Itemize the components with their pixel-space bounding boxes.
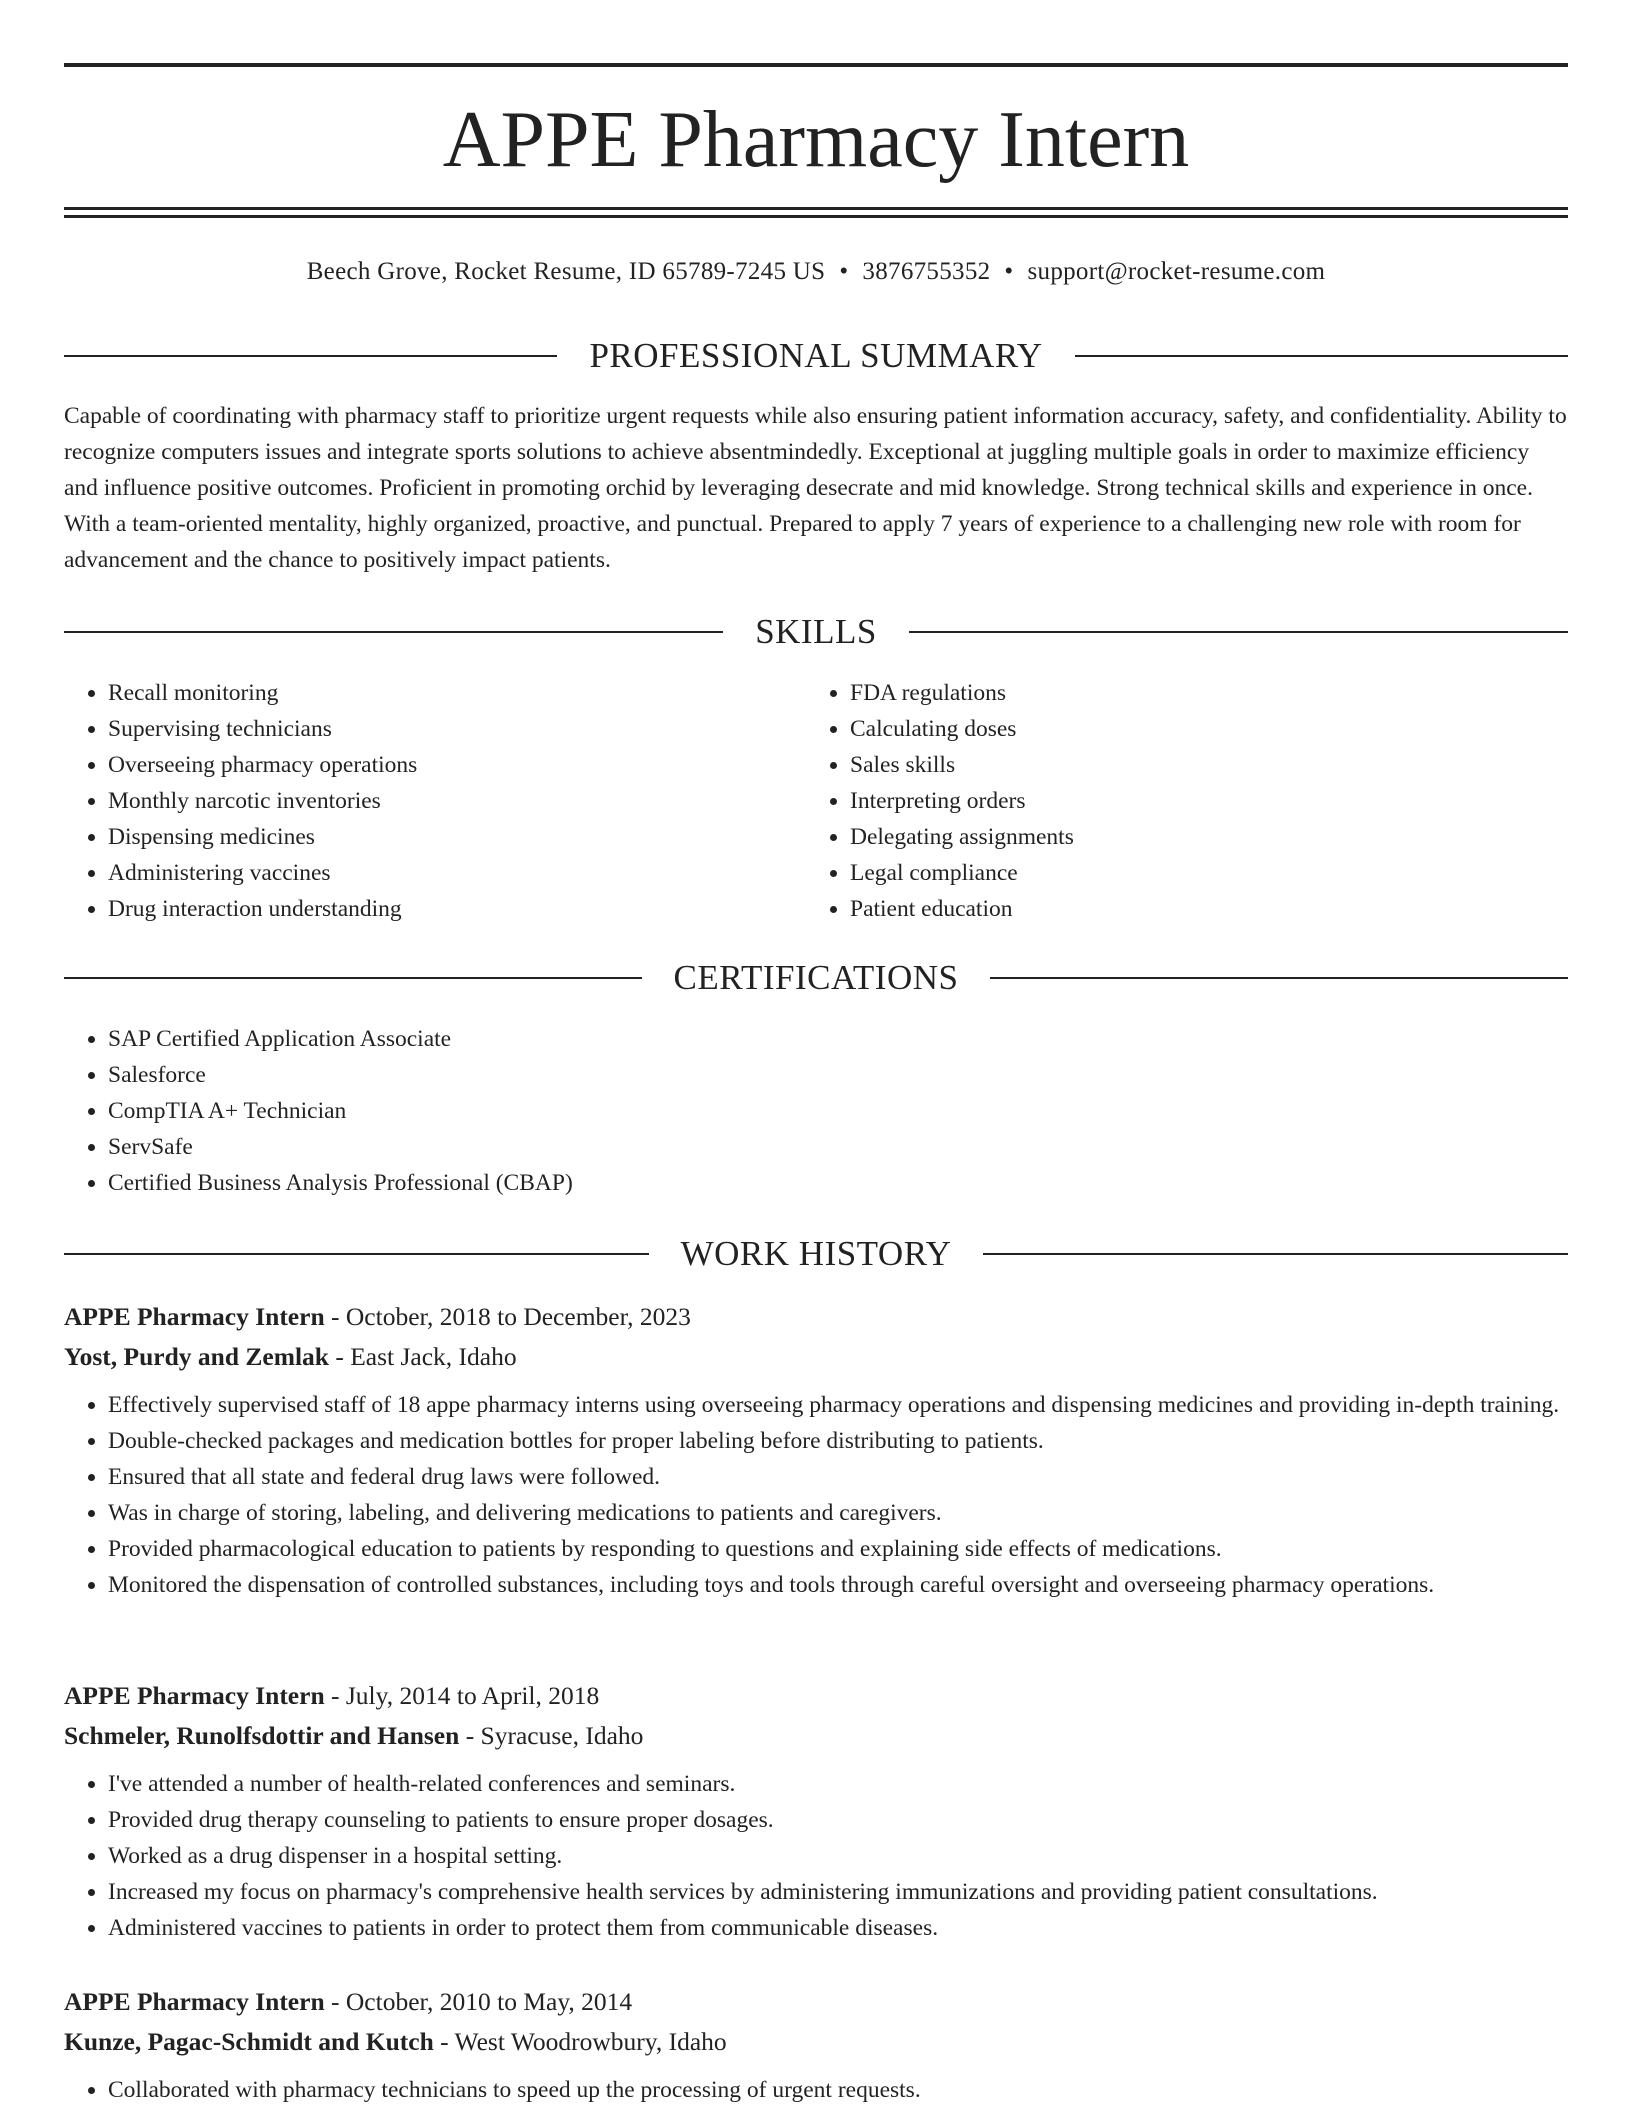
job-entry xyxy=(64,1676,1568,1946)
job-duty-item: • Increased my focus on pharmacy's comprehensive health services by administering immunizations and providing patient consultations. xyxy=(108,1874,1568,1910)
skill-item: • Monthly narcotic inventories xyxy=(108,783,806,819)
job-duty-item: • I've attended a number of health-related conferences and seminars. xyxy=(108,1766,1568,1802)
certifications-list xyxy=(64,1021,1568,1201)
job-dates: - October, 2018 to December, 2023 xyxy=(324,1302,691,1331)
job-location: - Syracuse, Idaho xyxy=(459,1721,644,1750)
skill-item: • Patient education xyxy=(850,891,1548,927)
job-duty-item: • Double-checked packages and medication bottles for proper labeling before distributing to patients. xyxy=(108,1423,1568,1459)
section-heading-summary xyxy=(64,334,1568,378)
job-company-line xyxy=(64,1716,1568,1756)
job-duty-item: • Administered vaccines to patients in order to protect them from communicable diseases. xyxy=(108,1910,1568,1946)
job-duties xyxy=(64,1766,1568,1946)
job-title: APPE Pharmacy Intern xyxy=(64,1681,325,1710)
certification-item: • CompTIA A+ Technician xyxy=(108,1093,1568,1129)
job-duties xyxy=(64,1387,1568,1603)
contact-address: Beech Grove, Rocket Resume, ID 65789-7245 US xyxy=(306,258,826,285)
job-entry xyxy=(64,1297,1568,1603)
heading-rule xyxy=(1075,355,1568,357)
skill-item: • Dispensing medicines xyxy=(108,819,806,855)
skills-column-right xyxy=(806,675,1548,927)
certification-item: • ServSafe xyxy=(108,1129,1568,1165)
job-dates: - October, 2010 to May, 2014 xyxy=(324,1987,633,2016)
section-title: PROFESSIONAL SUMMARY xyxy=(589,336,1043,375)
job-dates: - July, 2014 to April, 2018 xyxy=(324,1681,600,1710)
job-duty-item: • Ensured that all state and federal drug laws were followed. xyxy=(108,1459,1568,1495)
job-duty-item: • Was in charge of storing, labeling, and delivering medications to patients and caregivers. xyxy=(108,1495,1568,1531)
job-title-line xyxy=(64,1297,1568,1337)
skill-item: • Legal compliance xyxy=(850,855,1548,891)
job-duty-item: • Worked as a drug dispenser in a hospital setting. xyxy=(108,1838,1568,1874)
heading-rule xyxy=(64,977,642,979)
skills-list xyxy=(64,675,1568,927)
job-company: Schmeler, Runolfsdottir and Hansen xyxy=(64,1721,460,1750)
heading-rule xyxy=(990,977,1568,979)
certification-item: • SAP Certified Application Associate xyxy=(108,1021,1568,1057)
skill-item: • Recall monitoring xyxy=(108,675,806,711)
section-heading-certifications xyxy=(64,956,1568,1000)
contact-email: support@rocket-resume.com xyxy=(1027,258,1326,285)
job-company: Kunze, Pagac-Schmidt and Kutch xyxy=(64,2027,434,2056)
job-entry xyxy=(64,1982,1568,2108)
skill-item: • Drug interaction understanding xyxy=(108,891,806,927)
job-duty-item: • Collaborated with pharmacy technicians to speed up the processing of urgent requests. xyxy=(108,2072,1568,2108)
job-duties xyxy=(64,2072,1568,2108)
skill-item: • Overseeing pharmacy operations xyxy=(108,747,806,783)
heading-rule xyxy=(983,1253,1568,1255)
contact-separator: • xyxy=(839,258,849,285)
job-duty-item: • Provided pharmacological education to patients by responding to questions and explaining side effects of medications. xyxy=(108,1531,1568,1567)
heading-rule xyxy=(909,631,1568,633)
contact-separator: • xyxy=(1004,258,1014,285)
job-title-line xyxy=(64,1982,1568,2022)
job-title: APPE Pharmacy Intern xyxy=(64,1987,325,2016)
job-duty-item: • Effectively supervised staff of 18 appe pharmacy interns using overseeing pharmacy operations and dispensing medicines and providing in-depth training. xyxy=(108,1387,1568,1423)
certification-item: • Salesforce xyxy=(108,1057,1568,1093)
heading-rule xyxy=(64,631,723,633)
heading-rule xyxy=(64,1253,649,1255)
section-title: CERTIFICATIONS xyxy=(673,958,959,997)
job-duty-item: • Monitored the dispensation of controlled substances, including toys and tools through careful oversight and overseeing pharmacy operations. xyxy=(108,1567,1568,1603)
title-rule-upper xyxy=(64,207,1568,210)
resume-title: APPE Pharmacy Intern xyxy=(442,96,1190,184)
job-title-line xyxy=(64,1676,1568,1716)
top-rule xyxy=(64,63,1568,67)
job-title: APPE Pharmacy Intern xyxy=(64,1302,325,1331)
skill-item: • Supervising technicians xyxy=(108,711,806,747)
job-location: - East Jack, Idaho xyxy=(328,1342,517,1371)
section-title: SKILLS xyxy=(755,612,877,651)
skill-item: • Interpreting orders xyxy=(850,783,1548,819)
contact-phone: 3876755352 xyxy=(862,258,991,285)
contact-line xyxy=(64,254,1568,290)
job-duty-item: • Provided drug therapy counseling to patients to ensure proper dosages. xyxy=(108,1802,1568,1838)
skills-column-left xyxy=(64,675,806,927)
heading-rule xyxy=(64,355,557,357)
job-company: Yost, Purdy and Zemlak xyxy=(64,1342,329,1371)
job-location: - West Woodrowbury, Idaho xyxy=(433,2027,727,2056)
skill-item: • Sales skills xyxy=(850,747,1548,783)
section-heading-skills xyxy=(64,610,1568,654)
section-heading-work-history xyxy=(64,1232,1568,1276)
skill-item: • FDA regulations xyxy=(850,675,1548,711)
job-company-line xyxy=(64,2022,1568,2062)
summary-paragraph: Capable of coordinating with pharmacy staff to prioritize urgent requests while also ensuring patient information accuracy, safety, and confidentiality. Ability to recognize computers issues and integrate sports solutions to achieve absentmindedly. Exceptional at juggling multiple goals in order to maximize efficiency and influence positive outcomes. Proficient in promoting orchid by leveraging desecrate and mid knowledge. Strong technical skills and experience in once. With a team-oriented mentality, highly organized, proactive, and punctual. Prepared to apply 7 years of experience to a challenging new role with room for advancement and the chance to positively impact patients. xyxy=(64,403,1567,573)
title-rule-lower xyxy=(64,215,1568,218)
section-title: WORK HISTORY xyxy=(680,1234,952,1273)
job-company-line xyxy=(64,1337,1568,1377)
certification-item: • Certified Business Analysis Professional (CBAP) xyxy=(108,1165,1568,1201)
skill-item: • Administering vaccines xyxy=(108,855,806,891)
skill-item: • Delegating assignments xyxy=(850,819,1548,855)
skill-item: • Calculating doses xyxy=(850,711,1548,747)
